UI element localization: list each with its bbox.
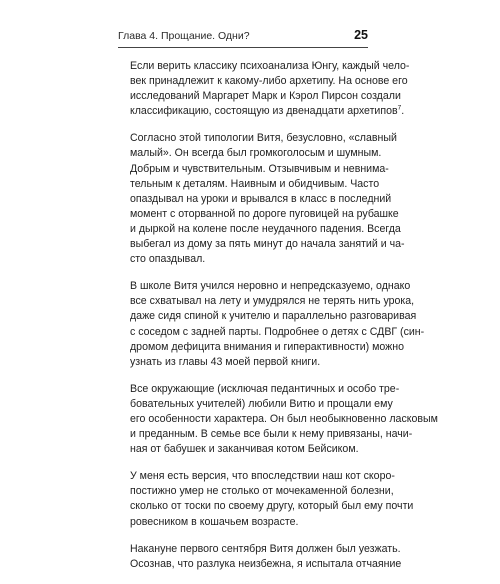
text-line: и дыркой на колене после неудачного падения. Всегда	[130, 222, 401, 235]
text-line: Добрым и чувствительным. Отзывчивым и невнима-	[130, 162, 389, 175]
text-line: и преданным. В семье все были к нему привязаны, начи-	[130, 428, 413, 441]
text-line: малый». Он всегда был громкоголосым и шумным.	[130, 147, 382, 160]
text-line: все схватывал на лету и умудрялся не терять нить урока,	[130, 295, 415, 308]
text-line: постижно умер не столько от мочекаменной болезни,	[130, 485, 394, 498]
text-line: В школе Витя учился неровно и непредсказуемо, однако	[130, 280, 411, 293]
text-line: У меня есть версия, что впоследствии наш кот скоро-	[130, 470, 395, 483]
page-number: 25	[354, 28, 368, 42]
sentence-end: .	[401, 105, 405, 118]
text-line: выбегал из дому за пять минут до начала занятий и ча-	[130, 238, 405, 251]
running-header	[118, 23, 368, 53]
header-rule	[118, 47, 368, 48]
text-line: Если верить классику психоанализа Юнгу, каждый чело-	[130, 60, 410, 72]
text-line	[130, 104, 405, 119]
text-line: ровесником в кошачьем возрасте.	[130, 515, 299, 528]
text-line-content: классификацию, состоящую из двенадцати архетипов	[130, 105, 398, 118]
text-line: Согласно этой типологии Витя, безусловно, «славный	[130, 132, 397, 145]
text-line: опаздывал на уроки и врывался в класс в последний	[130, 192, 392, 205]
text-line: сколько от тоски по своему другу, который был ему почти	[130, 500, 414, 513]
text-line: Накануне первого сентября Витя должен был уезжать.	[130, 542, 401, 555]
text-line: сто опаздывал.	[130, 253, 206, 266]
text-line: бовательных учителей) любили Витю и прощали ему	[130, 397, 393, 410]
text-line: дромом дефицита внимания и гиперактивности) можно	[130, 340, 405, 353]
text-line: век принадлежит к какому-либо архетипу. На основе его	[130, 75, 408, 88]
text-line: тельным к деталям. Наивным и обидчивым. Часто	[130, 177, 380, 190]
paragraph	[130, 542, 402, 572]
paragraph	[130, 59, 410, 119]
text-line: Осознав, что разлука неизбежна, я испытала отчаяние	[130, 557, 402, 570]
text-line: Все окружающие (исключая педантичных и особо тре-	[130, 382, 400, 395]
paragraph	[130, 382, 438, 457]
footnote-reference[interactable]: 7	[397, 104, 402, 112]
paragraph	[130, 279, 425, 370]
body-text	[130, 59, 438, 584]
text-line: с соседом с задней парты. Подробнее о детях с СДВГ (син-	[130, 325, 425, 338]
text-line: ная от бабушек и заканчивая котом Бейсиком.	[130, 443, 359, 456]
paragraph	[130, 131, 405, 267]
text-line: момент с оторванной по дороге пуговицей на рубашке	[130, 207, 399, 220]
text-line: его особенности характера. Он был необыкновенно ласковым	[130, 412, 438, 425]
text-line: узнать из главы 43 моей первой книги.	[130, 355, 321, 368]
text-line: даже сидя спиной к учителю и параллельно разговаривая	[130, 310, 417, 323]
text-line: исследований Маргарет Марк и Кэрол Пирсон создали	[130, 90, 401, 103]
chapter-title: Глава 4. Прощание. Одни?	[118, 30, 250, 42]
paragraph	[130, 469, 414, 529]
